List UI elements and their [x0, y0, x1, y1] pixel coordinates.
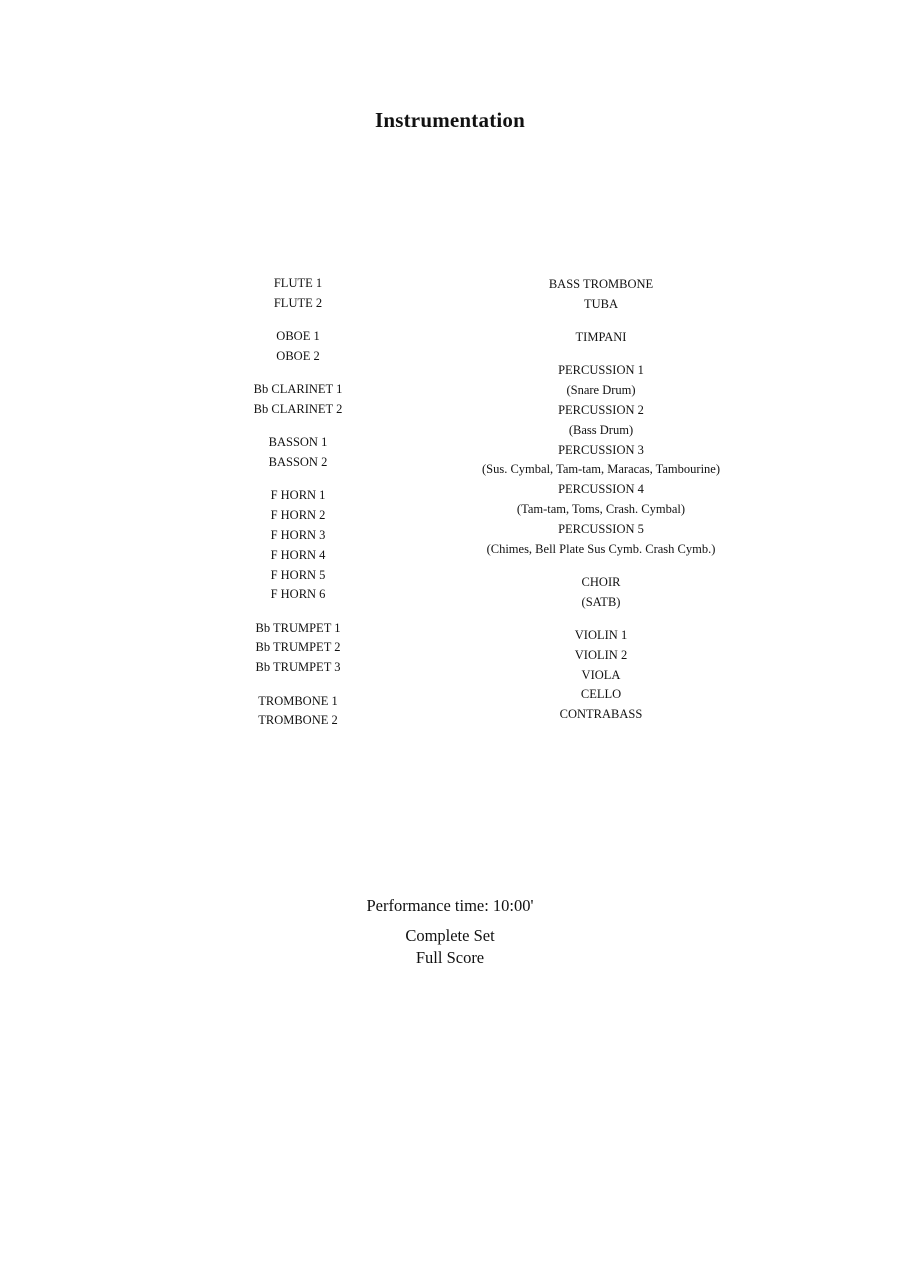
instrument-item: FLUTE 1: [273, 276, 323, 290]
instrument-item: Bb TRUMPET 1: [255, 620, 341, 635]
instrument-group-timpani: [451, 328, 751, 348]
instrument-item: F HORN 5: [270, 567, 326, 582]
instrument-item: TROMBONE 1: [258, 693, 338, 708]
instrument-item: F HORN 3: [270, 527, 326, 542]
instrument-group-strings: [451, 626, 751, 725]
instrument-note: (Chimes, Bell Plate Sus Cymb. Crash Cymb.): [486, 541, 716, 556]
instrument-item: CONTRABASS: [559, 707, 643, 722]
instrument-note: (SATB): [581, 594, 621, 609]
instrument-item: F HORN 2: [270, 508, 326, 523]
full-score-label: Full Score: [415, 948, 485, 967]
instrument-item: VIOLIN 2: [574, 647, 628, 662]
instrument-note: (Snare Drum): [566, 383, 636, 398]
instrument-item: FLUTE 2: [273, 295, 323, 310]
instrument-item: BASSON 1: [268, 435, 328, 450]
instrument-group-trumpets: [198, 619, 398, 678]
instrument-item: PERCUSSION 1: [558, 363, 644, 378]
performance-time: Performance time: 10:00': [366, 896, 534, 915]
instrument-group-flutes: [198, 274, 398, 314]
instrument-item: PERCUSSION 5: [558, 521, 644, 536]
page-title: Instrumentation: [374, 108, 525, 132]
instrument-item: BASS TROMBONE: [548, 277, 654, 291]
instrument-item: Bb TRUMPET 3: [255, 660, 341, 675]
instrument-item: TROMBONE 2: [258, 713, 338, 728]
instrument-item: CHOIR: [581, 574, 621, 589]
instrument-item: TIMPANI: [575, 330, 627, 345]
instrument-item: Bb CLARINET 1: [253, 382, 343, 397]
instrument-note: (Bass Drum): [568, 422, 634, 437]
instrument-note: (Sus. Cymbal, Tam-tam, Maracas, Tambourine): [481, 462, 720, 477]
instrument-item: VIOLA: [581, 667, 621, 682]
instrument-group-percussion: [451, 361, 751, 559]
instrument-item: Bb CLARINET 2: [253, 401, 343, 416]
instrument-group-bassoons: [198, 433, 398, 473]
instrument-note: (Tam-tam, Toms, Crash. Cymbal): [516, 501, 686, 516]
instrument-item: F HORN 6: [270, 587, 326, 602]
instrument-group-trombones: [198, 692, 398, 732]
instrument-group-low-brass: [451, 275, 751, 315]
instrument-group-oboes: [198, 327, 398, 367]
instrument-item: Bb TRUMPET 2: [255, 640, 341, 655]
instrument-group-horns: [198, 486, 398, 605]
instrument-item: OBOE 1: [276, 329, 320, 344]
instrument-item: CELLO: [580, 687, 622, 702]
instrument-item: BASSON 2: [268, 455, 328, 470]
instrument-item: F HORN 1: [270, 488, 326, 503]
instrument-item: PERCUSSION 2: [558, 402, 644, 417]
instrument-item: OBOE 2: [276, 348, 320, 363]
instrument-item: F HORN 4: [270, 547, 326, 562]
instrument-item: PERCUSSION 4: [558, 482, 644, 497]
instrument-list-right: [451, 275, 751, 725]
instrument-item: PERCUSSION 3: [558, 442, 644, 457]
complete-set-label: Complete Set: [405, 926, 495, 945]
instrument-group-clarinets: [198, 380, 398, 420]
instrument-item: TUBA: [583, 296, 619, 311]
instrument-list-left: [198, 274, 398, 731]
instrument-item: VIOLIN 1: [574, 627, 628, 642]
instrument-group-choir: [451, 573, 751, 613]
